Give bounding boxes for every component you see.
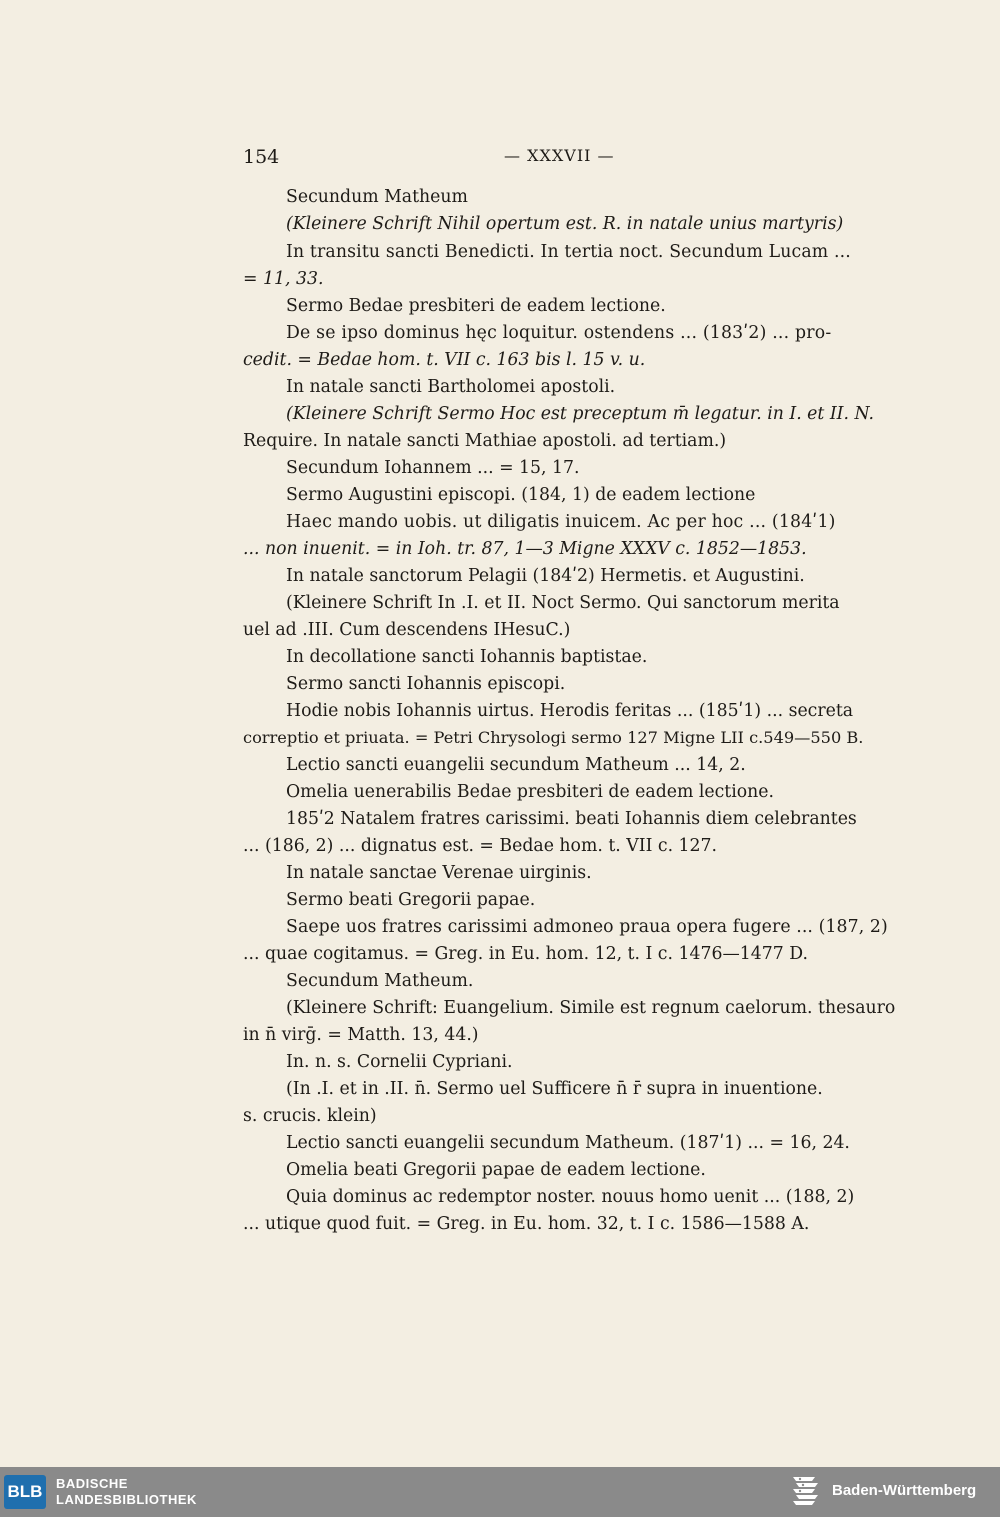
- text-line: Sermo Bedae presbiteri de eadem lectione.: [286, 296, 666, 316]
- text-line: Sermo beati Gregorii papae.: [286, 890, 536, 910]
- text-line: Sermo Augustini episcopi. (184, 1) de eadem lectione: [286, 485, 756, 505]
- text-line: Saepe uos fratres carissimi admoneo praua opera fugere ... (187, 2): [286, 917, 888, 937]
- text-line: Haec mando uobis. ut diligatis inuicem. Ac per hoc ... (184ʹ1): [286, 512, 836, 532]
- text-line: (Kleinere Schrift Nihil opertum est. R. in natale unius martyris): [286, 214, 844, 234]
- text-line: in n̄ virḡ. = Matth. 13, 44.): [243, 1025, 479, 1045]
- state-name[interactable]: Baden-Württemberg: [832, 1482, 977, 1499]
- text-line: In. n. s. Cornelii Cypriani.: [286, 1052, 513, 1072]
- text-line: (Kleinere Schrift: Euangelium. Simile est regnum caelorum. thesauro: [286, 998, 896, 1018]
- text-line: Lectio sancti euangelii secundum Matheum. (187ʹ1) ... = 16, 24.: [286, 1133, 850, 1153]
- text-line: Hodie nobis Iohannis uirtus. Herodis feritas ... (185ʹ1) ... secreta: [286, 701, 854, 721]
- text-line: ... quae cogitamus. = Greg. in Eu. hom. 12, t. I c. 1476—1477 D.: [243, 944, 808, 964]
- text-line: ... utique quod fuit. = Greg. in Eu. hom. 32, t. I c. 1586—1588 A.: [243, 1214, 810, 1234]
- text-line: correptio et priuata. = Petri Chrysologi sermo 127 Migne LII c.549—550 B.: [243, 728, 864, 747]
- text-line: (Kleinere Schrift Sermo Hoc est preceptum m̄ legatur. in I. et II. N.: [286, 404, 874, 424]
- page-number: 154: [243, 146, 280, 168]
- text-line: In decollatione sancti Iohannis baptistae.: [286, 647, 648, 667]
- text-line: Secundum Iohannem ... = 15, 17.: [286, 458, 580, 478]
- text-line: (In .I. et in .II. n̄. Sermo uel Sufficere n̄ r̄ supra in inuentione.: [286, 1079, 823, 1099]
- lions-coat-of-arms-icon[interactable]: [790, 1473, 824, 1511]
- text-line: In natale sanctae Verenae uirginis.: [286, 863, 592, 883]
- text-line: uel ad .III. Cum descendens IHesuC.): [243, 620, 571, 640]
- footer-bar: [0, 1467, 1000, 1517]
- text-line: Require. In natale sancti Mathiae apostoli. ad tertiam.): [243, 431, 727, 451]
- library-name[interactable]: [56, 1476, 197, 1508]
- running-head: — XXXVII —: [504, 146, 615, 165]
- text-line: = 11, 33.: [243, 269, 324, 289]
- text-line: Omelia beati Gregorii papae de eadem lectione.: [286, 1160, 706, 1180]
- text-line: In transitu sancti Benedicti. In tertia noct. Secundum Lucam ...: [286, 242, 851, 262]
- text-line: ... non inuenit. = in Ioh. tr. 87, 1—3 Migne XXXV c. 1852—1853.: [243, 539, 807, 559]
- text-line: Secundum Matheum: [286, 187, 468, 207]
- text-line: In natale sancti Bartholomei apostoli.: [286, 377, 616, 397]
- text-line: s. crucis. klein): [243, 1106, 377, 1126]
- text-line: In natale sanctorum Pelagii (184ʹ2) Hermetis. et Augustini.: [286, 566, 805, 586]
- text-line: Lectio sancti euangelii secundum Matheum ... 14, 2.: [286, 755, 746, 775]
- text-line: (Kleinere Schrift In .I. et II. Noct Sermo. Qui sanctorum merita: [286, 593, 840, 613]
- text-line: Quia dominus ac redemptor noster. nouus homo uenit ... (188, 2): [286, 1187, 855, 1207]
- library-name-line2: LANDESBIBLIOTHEK: [56, 1492, 197, 1507]
- blb-logo[interactable]: BLB: [4, 1475, 46, 1509]
- text-line: De se ipso dominus hęc loquitur. ostendens ... (183ʹ2) ... pro-: [286, 323, 832, 343]
- library-name-line1: BADISCHE: [56, 1476, 128, 1491]
- text-line: 185ʹ2 Natalem fratres carissimi. beati Iohannis diem celebrantes: [286, 809, 857, 829]
- text-line: Omelia uenerabilis Bedae presbiteri de eadem lectione.: [286, 782, 775, 802]
- text-line: ... (186, 2) ... dignatus est. = Bedae hom. t. VII c. 127.: [243, 836, 718, 856]
- text-line: cedit. = Bedae hom. t. VII c. 163 bis l. 15 v. u.: [243, 350, 646, 370]
- text-line: Secundum Matheum.: [286, 971, 474, 991]
- text-line: Sermo sancti Iohannis episcopi.: [286, 674, 566, 694]
